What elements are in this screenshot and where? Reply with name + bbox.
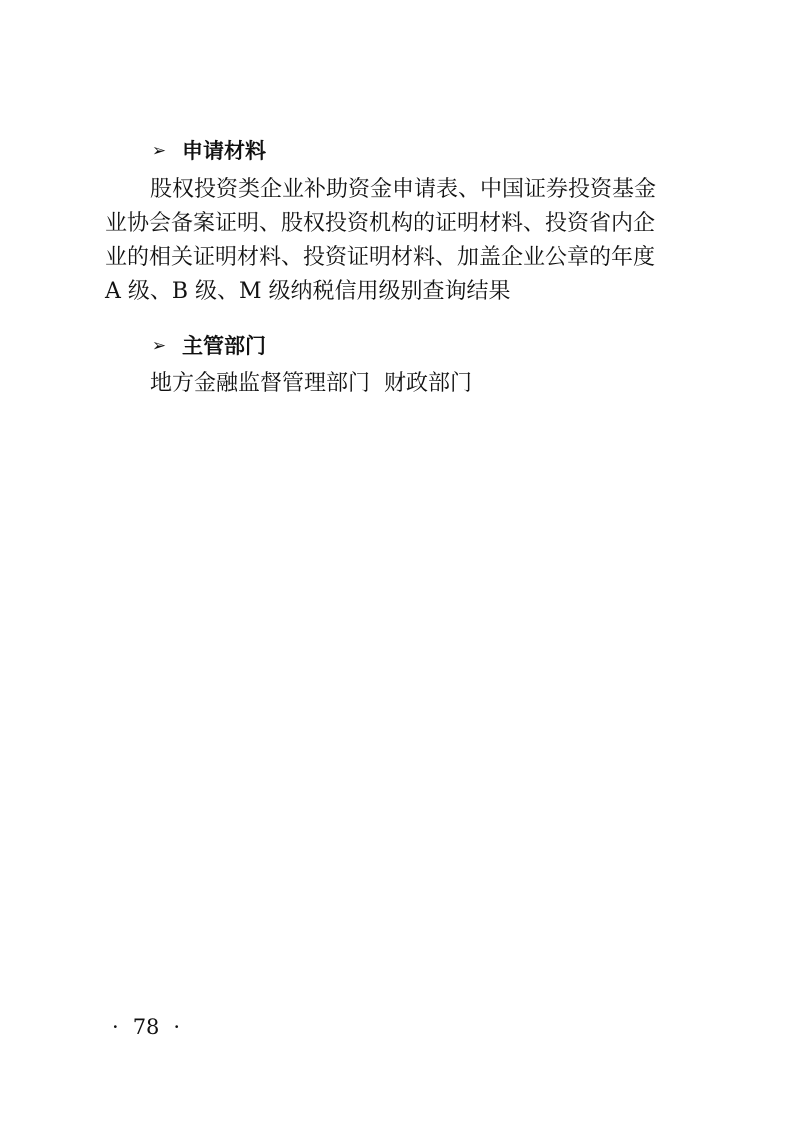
page-dot-left: · <box>112 1015 119 1039</box>
application-materials-paragraph <box>105 173 693 309</box>
paragraph-line: 股权投资类企业补助资金申请表、中国证券投资基金 <box>150 177 657 202</box>
section-heading-competent-department <box>150 331 266 361</box>
arrow-bullet-icon: ➢ <box>151 141 167 161</box>
page-number <box>112 1012 180 1042</box>
paragraph-line: 业协会备案证明、股权投资机构的证明材料、投资省内企 <box>105 211 656 236</box>
paragraph-line: A 级、B 级、M 级纳税信用级别查询结果 <box>105 279 511 304</box>
arrow-bullet-icon: ➢ <box>151 336 167 356</box>
page-number-value: 78 <box>132 1015 160 1039</box>
heading-text: 主管部门 <box>182 334 266 358</box>
competent-department-paragraph <box>105 367 693 401</box>
section-heading-application-materials <box>150 136 266 166</box>
paragraph-line: 业的相关证明材料、投资证明材料、加盖企业公章的年度 <box>105 245 656 270</box>
heading-text: 申请材料 <box>182 139 266 163</box>
paragraph-line: 地方金融监督管理部门 财政部门 <box>150 371 472 396</box>
page-dot-right: · <box>173 1015 181 1039</box>
